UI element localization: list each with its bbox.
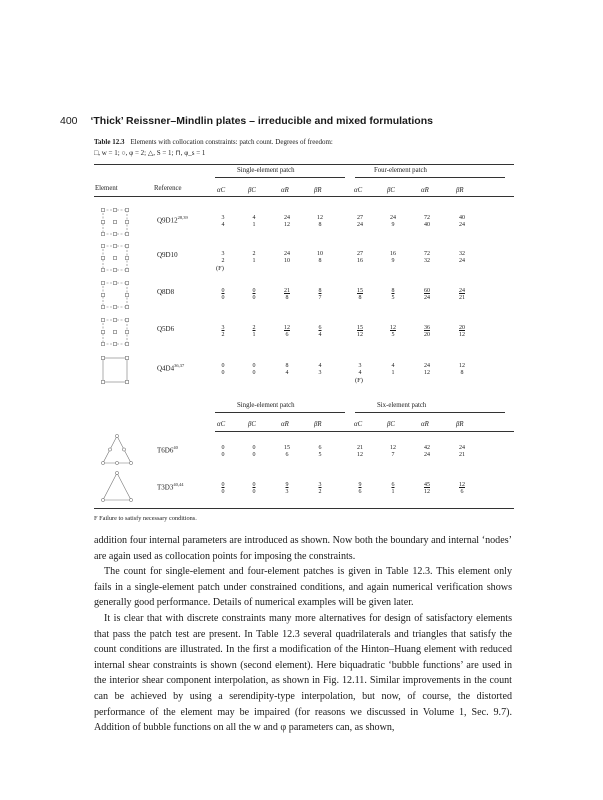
paragraph: addition four internal parameters are introduced as shown. Now both the boundary and internal ‘nodes’ are again used as collocation points for imposing the constraints. bbox=[94, 535, 512, 562]
value-cell bbox=[216, 325, 230, 339]
value-cell bbox=[386, 215, 400, 229]
value-cell bbox=[280, 363, 294, 377]
value-cell bbox=[386, 445, 400, 459]
value-cell bbox=[280, 288, 294, 302]
group-six-label: Six-element patch bbox=[377, 402, 427, 409]
value-top: 3 bbox=[221, 251, 225, 257]
value-cell bbox=[386, 363, 400, 377]
value-bottom: 9 bbox=[391, 222, 395, 228]
rule-header-bottom bbox=[94, 196, 514, 197]
value-top: 21 bbox=[357, 445, 363, 451]
value-top: 10 bbox=[317, 251, 323, 257]
running-header bbox=[60, 115, 433, 127]
value-bottom: 10 bbox=[284, 258, 290, 264]
value-cell bbox=[420, 215, 434, 229]
value-bottom: 12 bbox=[424, 370, 430, 376]
value-cell bbox=[313, 215, 327, 229]
value-top: 3 bbox=[221, 325, 225, 331]
value-top: 4 bbox=[252, 215, 256, 221]
value-cell bbox=[353, 482, 367, 496]
value-bottom: 0 bbox=[221, 370, 225, 376]
value-cell bbox=[353, 251, 367, 265]
value-top: 45 bbox=[424, 482, 430, 488]
value-top: 20 bbox=[459, 325, 465, 331]
value-cell bbox=[313, 251, 327, 265]
value-top: 4 bbox=[391, 363, 395, 369]
value-cell bbox=[420, 482, 434, 496]
value-cell bbox=[420, 325, 434, 339]
value-bottom: 20 bbox=[424, 332, 430, 338]
value-cell bbox=[313, 482, 327, 496]
value-top: 12 bbox=[284, 325, 290, 331]
value-top: 72 bbox=[424, 215, 430, 221]
rule-header-bottom-2 bbox=[215, 431, 514, 432]
value-top: 16 bbox=[390, 251, 396, 257]
value-cell bbox=[280, 325, 294, 339]
value-bottom: 8 bbox=[285, 295, 289, 301]
reference-name: Q9D10 bbox=[157, 251, 178, 259]
value-cell bbox=[280, 251, 294, 265]
value-cell bbox=[313, 325, 327, 339]
value-bottom: 3 bbox=[285, 489, 289, 495]
column-header: αC bbox=[354, 187, 363, 194]
value-cell bbox=[280, 445, 294, 459]
value-cell bbox=[420, 363, 434, 377]
rule-group-single-2 bbox=[215, 412, 345, 413]
col-element-header: Element bbox=[95, 185, 118, 192]
group-four-label: Four-element patch bbox=[374, 167, 427, 174]
value-bottom: 5 bbox=[318, 452, 322, 458]
failure-flag: (F) bbox=[355, 377, 363, 384]
value-bottom: 12 bbox=[357, 452, 363, 458]
value-bottom: 6 bbox=[285, 452, 289, 458]
value-top: 15 bbox=[357, 288, 363, 294]
value-bottom: 24 bbox=[424, 295, 430, 301]
value-bottom: 1 bbox=[391, 489, 395, 495]
value-top: 2 bbox=[252, 251, 256, 257]
value-top: 0 bbox=[252, 288, 256, 294]
value-top: 8 bbox=[318, 288, 322, 294]
value-top: 3 bbox=[221, 215, 225, 221]
value-top: 15 bbox=[357, 325, 363, 331]
value-bottom: 4 bbox=[285, 370, 289, 376]
column-header: βC bbox=[387, 421, 395, 428]
value-top: 0 bbox=[221, 482, 225, 488]
column-header: βR bbox=[456, 421, 464, 428]
value-bottom: 21 bbox=[459, 452, 465, 458]
value-cell bbox=[216, 215, 230, 229]
value-top: 40 bbox=[459, 215, 465, 221]
value-cell bbox=[353, 325, 367, 339]
value-top: 8 bbox=[391, 288, 395, 294]
value-bottom: 8 bbox=[318, 258, 322, 264]
failure-flag: (F) bbox=[216, 265, 224, 272]
value-top: 12 bbox=[459, 363, 465, 369]
value-bottom: 24 bbox=[424, 452, 430, 458]
reference-name: Q5D6 bbox=[157, 325, 175, 333]
value-top: 0 bbox=[252, 445, 256, 451]
reference-name: T3D3 bbox=[157, 483, 174, 492]
value-bottom: 5 bbox=[391, 332, 395, 338]
value-cell bbox=[216, 482, 230, 496]
value-bottom: 32 bbox=[424, 258, 430, 264]
caption-line-2: □, w = 1; ○, φ = 2; △, S = 1; ⊓, φ_s = 1 bbox=[94, 149, 206, 157]
column-header: αR bbox=[421, 421, 429, 428]
value-bottom: 24 bbox=[459, 258, 465, 264]
value-cell bbox=[247, 215, 261, 229]
value-cell bbox=[216, 288, 230, 302]
reference-cell bbox=[157, 445, 178, 454]
value-top: 24 bbox=[390, 215, 396, 221]
value-cell bbox=[216, 251, 230, 265]
value-bottom: 6 bbox=[285, 332, 289, 338]
value-bottom: 0 bbox=[221, 295, 225, 301]
value-top: 24 bbox=[424, 363, 430, 369]
value-bottom: 16 bbox=[357, 258, 363, 264]
value-top: 3 bbox=[318, 482, 322, 488]
value-top: 24 bbox=[459, 288, 465, 294]
column-header: αC bbox=[217, 187, 226, 194]
value-cell bbox=[420, 288, 434, 302]
column-header: αC bbox=[217, 421, 226, 428]
value-bottom: 4 bbox=[358, 370, 362, 376]
page-number: 400 bbox=[60, 115, 78, 127]
value-top: 32 bbox=[459, 251, 465, 257]
value-top: 6 bbox=[391, 482, 395, 488]
column-header: αR bbox=[421, 187, 429, 194]
element-diagram-icon bbox=[100, 317, 130, 347]
reference-cell bbox=[157, 215, 188, 224]
value-top: 0 bbox=[221, 363, 225, 369]
value-cell bbox=[455, 288, 469, 302]
value-cell bbox=[247, 325, 261, 339]
value-cell bbox=[280, 482, 294, 496]
value-top: 24 bbox=[459, 445, 465, 451]
table-label: Table 12.3 bbox=[94, 138, 125, 146]
value-top: 36 bbox=[424, 325, 430, 331]
value-bottom: 7 bbox=[391, 452, 395, 458]
element-diagram-icon bbox=[100, 243, 130, 273]
value-top: 8 bbox=[285, 363, 289, 369]
value-bottom: 0 bbox=[221, 452, 225, 458]
value-bottom: 6 bbox=[460, 489, 464, 495]
value-cell bbox=[313, 363, 327, 377]
value-bottom: 12 bbox=[357, 332, 363, 338]
reference-citation: 28,39 bbox=[177, 215, 188, 220]
element-diagram-icon bbox=[100, 355, 130, 385]
value-cell bbox=[247, 445, 261, 459]
value-top: 4 bbox=[318, 363, 322, 369]
body-text bbox=[94, 533, 512, 736]
caption-line-1: Elements with collocation constraints: patch count. Degrees of freedom: bbox=[130, 138, 333, 146]
value-cell bbox=[313, 445, 327, 459]
value-cell bbox=[353, 215, 367, 229]
reference-cell bbox=[157, 325, 174, 333]
reference-cell bbox=[157, 482, 183, 491]
value-cell bbox=[386, 288, 400, 302]
value-bottom: 8 bbox=[358, 295, 362, 301]
value-cell bbox=[313, 288, 327, 302]
value-bottom: 2 bbox=[318, 489, 322, 495]
value-top: 24 bbox=[284, 251, 290, 257]
value-bottom: 1 bbox=[391, 370, 395, 376]
value-cell bbox=[280, 215, 294, 229]
value-bottom: 9 bbox=[391, 258, 395, 264]
col-reference-header: Reference bbox=[154, 185, 182, 192]
running-title: ‘Thick’ Reissner–Mindlin plates – irreducible and mixed formulations bbox=[90, 115, 433, 127]
value-cell bbox=[247, 363, 261, 377]
column-header: βC bbox=[248, 187, 256, 194]
reference-citation: 40,44 bbox=[173, 482, 184, 487]
value-top: 9 bbox=[285, 482, 289, 488]
value-cell bbox=[455, 251, 469, 265]
value-cell bbox=[247, 251, 261, 265]
value-top: 27 bbox=[357, 215, 363, 221]
value-bottom: 8 bbox=[318, 222, 322, 228]
value-top: 42 bbox=[424, 445, 430, 451]
column-header: αR bbox=[281, 187, 289, 194]
value-cell bbox=[353, 363, 367, 377]
rule-table-bottom bbox=[94, 508, 514, 509]
group-single-label: Single-element patch bbox=[237, 167, 295, 174]
value-top: 15 bbox=[284, 445, 290, 451]
value-cell bbox=[386, 325, 400, 339]
triangle-element-icon bbox=[100, 433, 134, 467]
value-cell bbox=[216, 445, 230, 459]
table-caption bbox=[94, 137, 514, 159]
value-top: 2 bbox=[252, 325, 256, 331]
value-bottom: 0 bbox=[252, 370, 256, 376]
value-cell bbox=[455, 215, 469, 229]
reference-name: Q9D12 bbox=[157, 216, 178, 225]
value-top: 0 bbox=[221, 445, 225, 451]
value-cell bbox=[455, 445, 469, 459]
reference-cell bbox=[157, 288, 174, 296]
column-header: βR bbox=[456, 187, 464, 194]
column-header: βR bbox=[314, 421, 322, 428]
value-top: 12 bbox=[317, 215, 323, 221]
element-diagram-icon bbox=[100, 280, 130, 310]
element-diagram-icon bbox=[100, 207, 130, 237]
value-bottom: 4 bbox=[221, 222, 225, 228]
value-cell bbox=[455, 325, 469, 339]
rule-group-six bbox=[355, 412, 505, 413]
value-bottom: 12 bbox=[284, 222, 290, 228]
value-top: 6 bbox=[318, 325, 322, 331]
value-top: 21 bbox=[284, 288, 290, 294]
value-top: 12 bbox=[390, 445, 396, 451]
value-top: 12 bbox=[459, 482, 465, 488]
value-bottom: 2 bbox=[221, 258, 225, 264]
value-bottom: 0 bbox=[252, 489, 256, 495]
group-single-label-2: Single-element patch bbox=[237, 402, 295, 409]
value-cell bbox=[247, 482, 261, 496]
value-bottom: 12 bbox=[459, 332, 465, 338]
reference-name: Q8D8 bbox=[157, 288, 175, 296]
value-bottom: 4 bbox=[318, 332, 322, 338]
value-top: 6 bbox=[318, 445, 322, 451]
value-top: 24 bbox=[284, 215, 290, 221]
column-header: βC bbox=[248, 421, 256, 428]
value-cell bbox=[455, 482, 469, 496]
value-bottom: 24 bbox=[357, 222, 363, 228]
value-cell bbox=[216, 363, 230, 377]
value-top: 0 bbox=[221, 288, 225, 294]
triangle-element-icon bbox=[100, 470, 134, 504]
value-cell bbox=[386, 482, 400, 496]
reference-name: Q4D4 bbox=[157, 364, 175, 373]
value-bottom: 0 bbox=[221, 489, 225, 495]
value-top: 72 bbox=[424, 251, 430, 257]
value-top: 60 bbox=[424, 288, 430, 294]
value-bottom: 6 bbox=[358, 489, 362, 495]
value-cell bbox=[353, 445, 367, 459]
rule-group-single bbox=[215, 177, 345, 178]
reference-citation: 36,37 bbox=[174, 363, 185, 368]
value-bottom: 1 bbox=[252, 332, 256, 338]
column-header: βR bbox=[314, 187, 322, 194]
rule-top bbox=[94, 164, 514, 165]
rule-group-four bbox=[355, 177, 505, 178]
reference-name: T6D6 bbox=[157, 446, 174, 455]
value-top: 9 bbox=[358, 482, 362, 488]
table-footnote: F Failure to satisfy necessary conditions. bbox=[94, 515, 197, 522]
value-bottom: 7 bbox=[318, 295, 322, 301]
value-bottom: 5 bbox=[391, 295, 395, 301]
reference-citation: 40 bbox=[173, 445, 178, 450]
value-top: 0 bbox=[252, 363, 256, 369]
value-bottom: 40 bbox=[424, 222, 430, 228]
value-cell bbox=[247, 288, 261, 302]
value-bottom: 0 bbox=[252, 295, 256, 301]
value-top: 0 bbox=[252, 482, 256, 488]
value-bottom: 1 bbox=[252, 222, 256, 228]
value-bottom: 3 bbox=[318, 370, 322, 376]
value-bottom: 8 bbox=[460, 370, 464, 376]
column-header: αC bbox=[354, 421, 363, 428]
value-bottom: 21 bbox=[459, 295, 465, 301]
value-top: 12 bbox=[390, 325, 396, 331]
reference-cell bbox=[157, 363, 184, 372]
paragraph: The count for single-element and four-element patches is given in Table 12.3. This element only fails in a single-element patch under constrained conditions, and again numerical verification shows generally good performance. Details of numerical examples will be given later. bbox=[94, 566, 512, 609]
value-bottom: 0 bbox=[252, 452, 256, 458]
value-cell bbox=[420, 445, 434, 459]
value-bottom: 12 bbox=[424, 489, 430, 495]
value-cell bbox=[353, 288, 367, 302]
reference-cell bbox=[157, 251, 178, 259]
column-header: βC bbox=[387, 187, 395, 194]
value-cell bbox=[455, 363, 469, 377]
paragraph: It is clear that with discrete constraints many more alternatives for design of satisfactory elements that pass the patch test are present. In Table 12.3 several quadrilaterals and triangles that satisfy the count conditions are illustrated. In the first a modification of the Hinton–Huang element with reduced internal shear constraints is shown (second element). Here biquadratic ‘bubble functions’ are used in the interior shear component interpolation, as shown in Fig. 12.11. Similar improvements in the count can be achieved by using a serendipity-type interpolation, but now, of course, the distorted performance of the element may be impaired (for reasons we discussed in Volume 1, Sec. 9.7). Addition of bubble functions on all the w and φ parameters can, as shown, bbox=[94, 612, 512, 734]
value-bottom: 2 bbox=[221, 332, 225, 338]
value-bottom: 1 bbox=[252, 258, 256, 264]
value-cell bbox=[386, 251, 400, 265]
value-cell bbox=[420, 251, 434, 265]
value-top: 27 bbox=[357, 251, 363, 257]
column-header: αR bbox=[281, 421, 289, 428]
value-bottom: 24 bbox=[459, 222, 465, 228]
value-top: 3 bbox=[358, 363, 362, 369]
